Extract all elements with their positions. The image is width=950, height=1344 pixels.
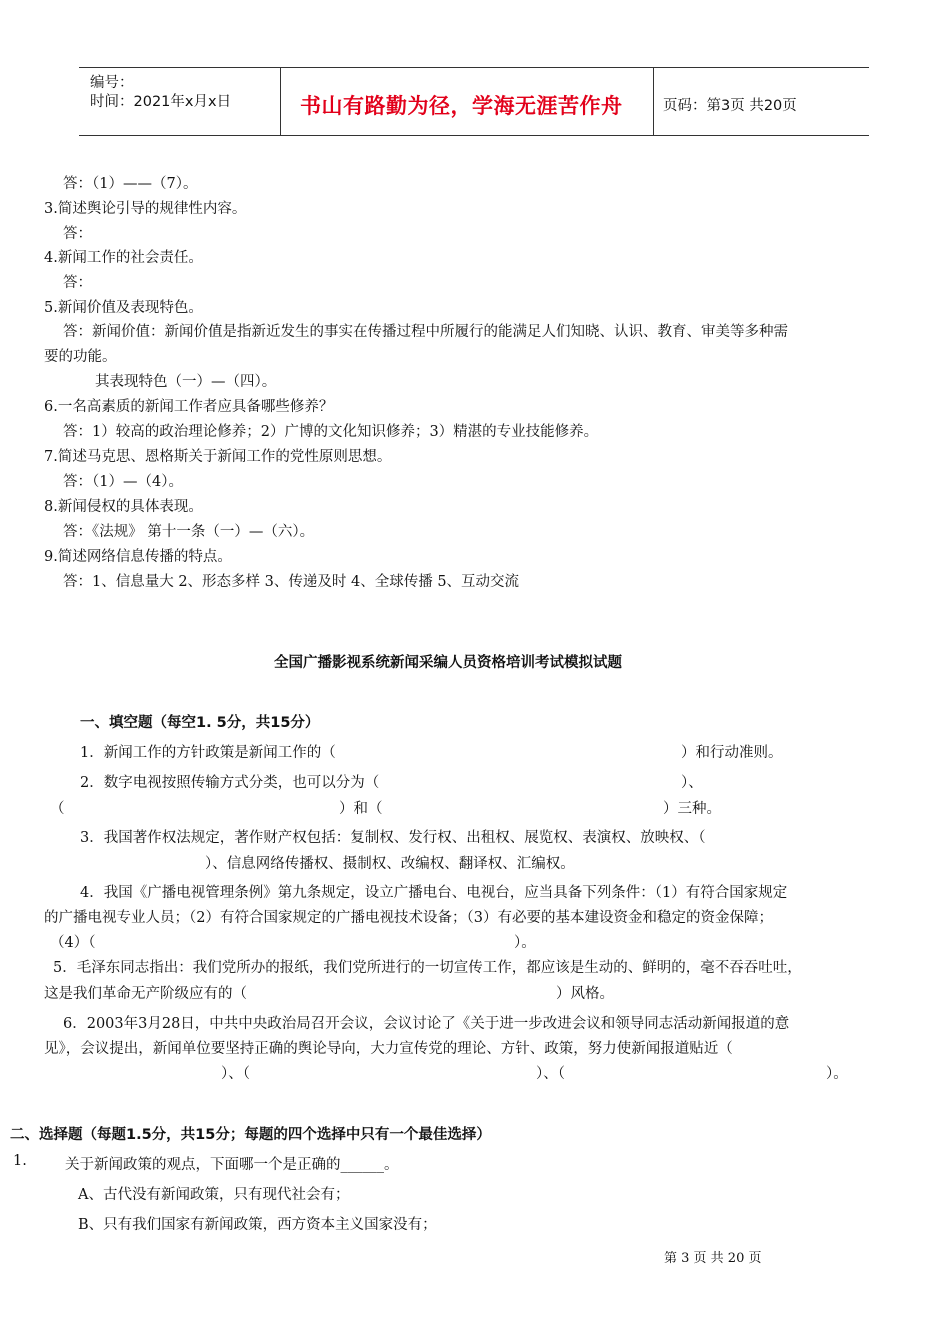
fill-item-6-tail: ）。 bbox=[826, 1066, 848, 1082]
choice-q1-option-a: A、古代没有新闻政策，只有现代社会有； bbox=[78, 1187, 350, 1203]
header-divider-left bbox=[280, 67, 281, 135]
header-time-label: 时间：2021年x月x日 bbox=[90, 94, 232, 110]
fill-item-2-sep: ）、 bbox=[681, 775, 703, 791]
fill-item-1-text: 1．新闻工作的方针政策是新闻工作的（ bbox=[80, 745, 336, 761]
fill-item-4-open: （4）（ bbox=[50, 935, 96, 951]
fill-item-1-tail: ）和行动准则。 bbox=[681, 745, 783, 761]
header-motto: 书山有路勤为径，学海无涯苦作舟 bbox=[300, 94, 623, 118]
fill-item-6-sep-2: ）、（ bbox=[536, 1066, 565, 1082]
fill-item-2-tail: ）三种。 bbox=[663, 801, 721, 817]
choice-q1-number: 1. bbox=[13, 1153, 27, 1169]
fill-item-2-open: （ bbox=[50, 801, 65, 817]
fill-item-3-text: 3．我国著作权法规定，著作财产权包括：复制权、发行权、出租权、展览权、表演权、放映权、（ bbox=[80, 830, 706, 846]
answer-9: 答：1、信息量大 2、形态多样 3、传递及时 4、全球传播 5、互动交流 bbox=[63, 574, 520, 590]
fill-item-5-line-1: 5．毛泽东同志指出：我们党所办的报纸，我们党所进行的一切宣传工作，都应该是生动的、鲜明的，毫不吞吞吐吐， bbox=[53, 960, 802, 976]
fill-item-2-text: 2．数字电视按照传输方式分类，也可以分为（ bbox=[80, 775, 380, 791]
fill-item-4-line-1: 4．我国《广播电视管理条例》第九条规定，设立广播电台、电视台，应当具备下列条件：（1）有符合国家规定 bbox=[80, 885, 788, 901]
header-code-label: 编号： bbox=[90, 75, 134, 91]
answer-3: 答： bbox=[63, 226, 92, 242]
choice-q1-text: 关于新闻政策的观点，下面哪一个是正确的______。 bbox=[65, 1157, 399, 1173]
answer-5-line-3: 其表现特色（一）—（四）。 bbox=[95, 374, 277, 390]
choice-q1-option-b: B、只有我们国家有新闻政策，西方资本主义国家没有； bbox=[78, 1217, 437, 1233]
fill-item-4-tail: ）。 bbox=[514, 935, 536, 951]
question-7: 7.简述马克思、恩格斯关于新闻工作的党性原则思想。 bbox=[44, 449, 392, 465]
fill-item-4-line-2: 的广播电视专业人员；（2）有符合国家规定的广播电视技术设备；（3）有必要的基本建设资金和稳定的资金保障； bbox=[44, 910, 773, 926]
choice-section-heading: 二、选择题（每题1.5分，共15分；每题的四个选择中只有一个最佳选择） bbox=[10, 1127, 491, 1143]
footer-page-number: 第 3 页 共 20 页 bbox=[664, 1251, 762, 1266]
fill-item-6-sep-1: ）、（ bbox=[221, 1066, 250, 1082]
question-6: 6.一名高素质的新闻工作者应具备哪些修养？ bbox=[44, 399, 334, 415]
header-top-rule bbox=[79, 67, 869, 68]
question-8: 8.新闻侵权的具体表现。 bbox=[44, 499, 203, 515]
answer-line-1: 答：（1）——（7）。 bbox=[63, 176, 198, 192]
fill-item-6-line-2: 见》，会议提出，新闻单位要坚持正确的舆论导向，大力宣传党的理论、方针、政策，努力使新闻报道贴近（ bbox=[44, 1041, 733, 1057]
header-page-label: 页码：第3页 共20页 bbox=[663, 98, 797, 114]
fill-item-2-and: ）和（ bbox=[339, 801, 383, 817]
answer-4: 答： bbox=[63, 275, 92, 291]
answer-6: 答：1）较高的政治理论修养；2）广博的文化知识修养；3）精湛的专业技能修养。 bbox=[63, 424, 599, 440]
fill-item-5-line-2: 这是我们革命无产阶级应有的（ bbox=[44, 986, 247, 1002]
fill-item-5-tail: ）风格。 bbox=[556, 986, 614, 1002]
exam-title: 全国广播影视系统新闻采编人员资格培训考试模拟试题 bbox=[274, 655, 622, 671]
question-5: 5.新闻价值及表现特色。 bbox=[44, 300, 203, 316]
answer-8: 答：《法规》 第十一条（一）—（六）。 bbox=[63, 524, 315, 540]
question-3: 3.简述舆论引导的规律性内容。 bbox=[44, 201, 247, 217]
fill-section-heading: 一、填空题（每空1. 5分，共15分） bbox=[80, 715, 320, 731]
header-divider-right bbox=[653, 67, 654, 135]
question-4: 4.新闻工作的社会责任。 bbox=[44, 250, 203, 266]
answer-5-line-1: 答：新闻价值：新闻价值是指新近发生的事实在传播过程中所履行的能满足人们知晓、认识、教育、审美等多种需 bbox=[63, 324, 788, 340]
fill-item-3-tail: ）、信息网络传播权、摄制权、改编权、翻译权、汇编权。 bbox=[205, 856, 575, 872]
question-9: 9.简述网络信息传播的特点。 bbox=[44, 549, 232, 565]
header-bottom-rule bbox=[79, 135, 869, 136]
answer-7: 答：（1）—（4）。 bbox=[63, 474, 183, 490]
answer-5-line-2: 要的功能。 bbox=[44, 349, 117, 365]
fill-item-6-line-1: 6．2003年3月28日，中共中央政治局召开会议，会议讨论了《关于进一步改进会议和领导同志活动新闻报道的意 bbox=[63, 1016, 790, 1032]
